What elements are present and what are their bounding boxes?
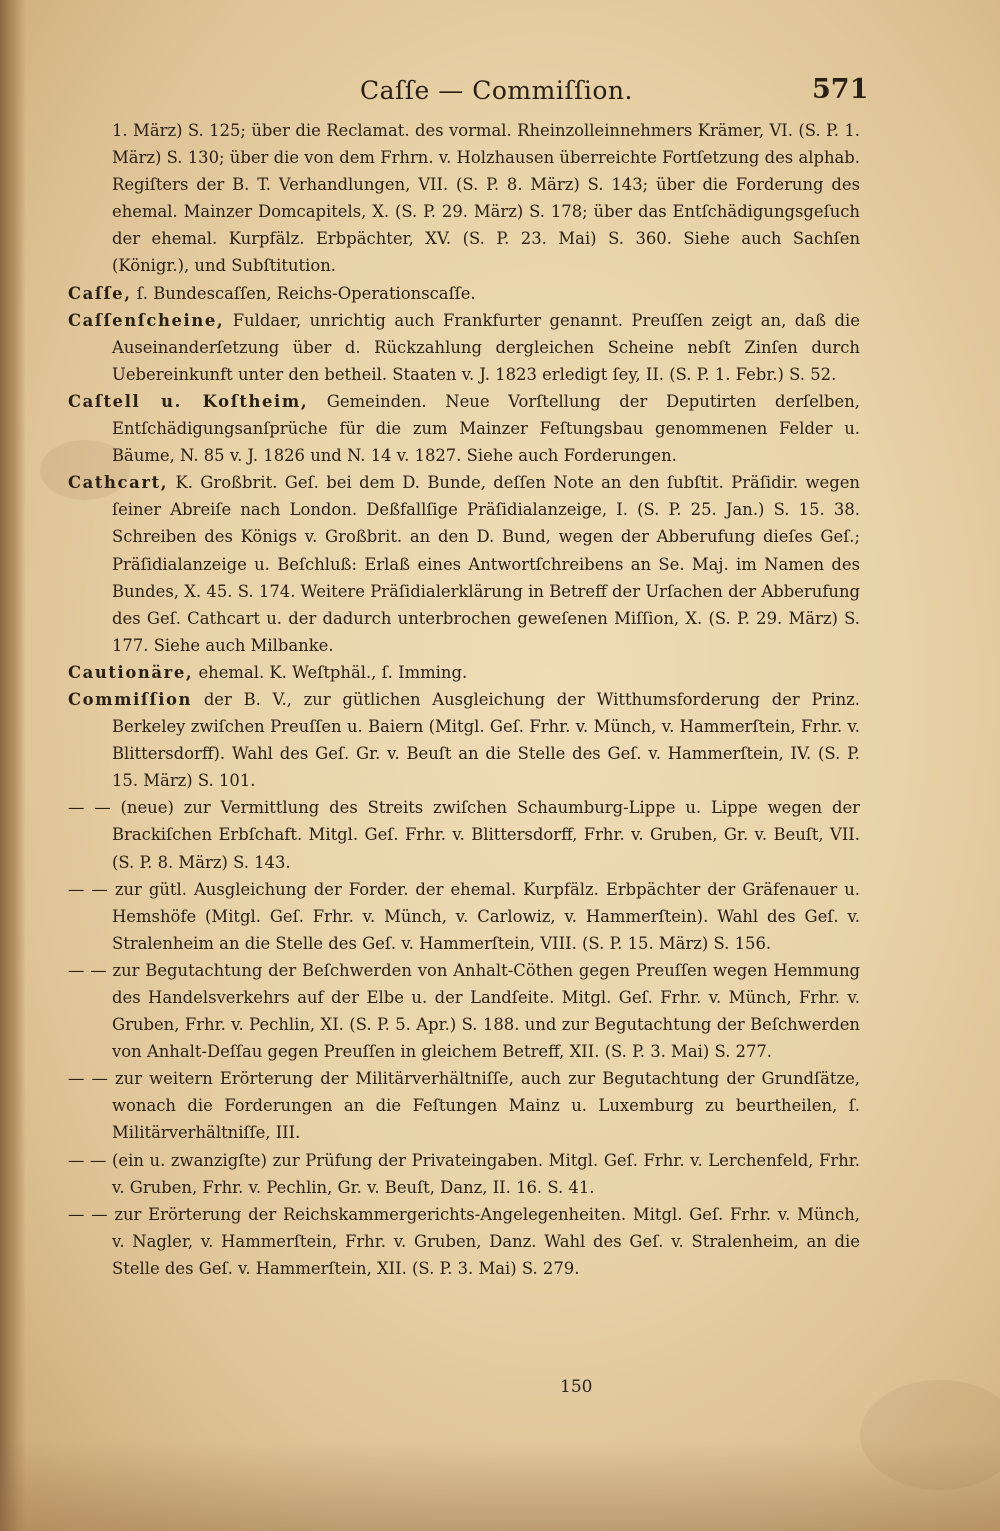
entry-lemma: Caſſe,: [68, 283, 132, 303]
entry-lemma: Cautionäre,: [68, 662, 194, 682]
entry-lemma: Caſtell u. Koſtheim,: [68, 391, 309, 411]
entry-lemma: Commiſſion: [68, 689, 193, 709]
entry-text: zur gütl. Ausgleichung der Forder. der ehemal. Kurpfälz. Erbpächter der Gräfenauer u. Hemshöfe (Mitgl. Geſ. Frhr. v. Münch, v. Carlowiz, v. Hammerſtein). Wahl des Geſ. v. Stralenheim an die Stelle des Geſ. v. Hammerſtein, VIII. (S. P. 15. März) S. 156.: [112, 879, 860, 953]
entry-dash: — —: [68, 1204, 108, 1224]
index-entry: [68, 686, 860, 794]
entry-text: Fuldaer, unrichtig auch Frankfurter genannt. Preuſſen zeigt an, daß die Auseinanderſetzung über d. Rückzahlung dergleichen Scheine nebſt Zinſen durch Uebereinkunft unter den betheil. Staaten v. J. 1823 erledigt ſey, II. (S. P. 1. Febr.) S. 52.: [112, 310, 860, 384]
entry-text: ſ. Bundescaſſen, Reichs-Operationscaſſe.: [136, 283, 476, 303]
entry-text: Gemeinden. Neue Vorſtellung der Deputirten derſelben, Entſchädigungsanſprüche für die zum Mainzer Feſtungsbau genommenen Felder u. Bäume, N. 85 v. J. 1826 und N. 14 v. 1827. Siehe auch Forderungen.: [112, 391, 861, 466]
index-entry: [68, 1201, 860, 1282]
entry-dash: — —: [68, 960, 107, 980]
page-number: 571: [812, 74, 869, 105]
entry-text: der B. V., zur gütlichen Ausgleichung der Witthumsforderung der Prinz. Berkeley zwiſchen Preuſſen u. Baiern (Mitgl. Geſ. Frhr. v. Münch, v. Hammerſtein, Frhr. v. Blittersdorff). Wahl des Geſ. Gr. v. Beuſt an die Stelle des Geſ. v. Hammerſtein, IV. (S. P. 15. März) S. 101.: [112, 689, 860, 791]
index-entry: [68, 280, 860, 307]
index-entry: [68, 659, 860, 686]
running-head: Caſſe — Commiſſion.: [360, 76, 633, 105]
entry-text: zur Begutachtung der Beſchwerden von Anhalt-Cöthen gegen Preuſſen wegen Hemmung des Handelsverkehrs auf der Elbe u. der Landſeite. Mitgl. Geſ. Frhr. v. Münch, Frhr. v. Gruben, Frhr. v. Pechlin, XI. (S. P. 5. Apr.) S. 188. und zur Begutachtung der Beſchwerden von Anhalt-Deſſau gegen Preuſſen in gleichem Betreff, XII. (S. P. 3. Mai) S. 277.: [112, 960, 860, 1062]
entry-dash: — —: [68, 1150, 107, 1170]
entry-text: zur weitern Erörterung der Militärverhältniſſe, auch zur Begutachtung der Grundſätze, wonach die Forderungen an die Feſtungen Mainz u. Luxemburg zu beurtheilen, ſ. Militärverhältniſſe, III.: [112, 1069, 861, 1143]
entry-text: ehemal. K. Weſtphäl., ſ. Imming.: [198, 662, 468, 682]
entry-dash: — —: [68, 1069, 108, 1089]
entry-text: (neue) zur Vermittlung des Streits zwiſchen Schaumburg-Lippe u. Lippe wegen der Brackiſchen Erbſchaft. Mitgl. Geſ. Frhr. v. Blittersdorff, Frhr. v. Gruben, Gr. v. Beuſt, VII. (S. P. 8. März) S. 143.: [112, 798, 860, 872]
index-entry: [68, 957, 860, 1065]
index-entry: [68, 388, 860, 469]
index-entry: [68, 117, 860, 280]
index-entry: [68, 469, 860, 659]
entry-text: K. Großbrit. Geſ. bei dem D. Bunde, deſſen Note an den ſubſtit. Präſidir. wegen ſeiner Abreiſe nach London. Deßfallſige Präſidialanzeige, I. (S. P. 25. Jan.) S. 15. 38. Schreiben des Königs v. Großbrit. an den D. Bund, wegen der Abberufung dieſes Geſ.; Präſidialanzeige u. Beſchluß: Erlaß eines Antwortſchreibens an Se. Maj. im Namen des Bundes, X. 45. S. 174. Weitere Präſidialerklärung in Betreff der Urſachen der Abberufung des Geſ. Cathcart u. der dadurch unterbrochen geweſenen Miſſion, X. (S. P. 29. März) S. 177. Siehe auch Milbanke.: [112, 473, 860, 655]
index-entry: [68, 1147, 860, 1201]
signature-mark: 150: [560, 1377, 593, 1397]
index-entry: [68, 1065, 860, 1146]
entry-dash: — —: [68, 879, 108, 899]
page-edge-shadow: [0, 0, 26, 1531]
index-entry: [68, 876, 860, 957]
index-entry: [68, 307, 860, 388]
entry-text: 1. März) S. 125; über die Reclamat. des vormal. Rheinzolleinnehmers Krämer, VI. (S. P. 1. März) S. 130; über die von dem Frhrn. v. Holzhausen überreichte Fortſetzung des alphab. Regiſters der B. T. Verhandlungen, VII. (S. P. 8. März) S. 143; über die Forderung des ehemal. Mainzer Domcapitels, X. (S. P. 29. März) S. 178; über das Entſchädigungsgeſuch der ehemal. Kurpfälz. Erbpächter, XV. (S. P. 23. Mai) S. 360. Siehe auch Sachſen (Königr.), und Subſtitution.: [112, 121, 860, 276]
entry-text: zur Erörterung der Reichskammergerichts-Angelegenheiten. Mitgl. Geſ. Frhr. v. Münch, v. Nagler, v. Hammerſtein, Frhr. v. Gruben, Danz. Wahl des Geſ. v. Stralenheim, an die Stelle des Geſ. v. Hammerſtein, XII. (S. P. 3. Mai) S. 279.: [112, 1204, 860, 1278]
index-entry: [68, 794, 860, 875]
index-entries: [68, 117, 860, 1282]
entry-lemma: Cathcart,: [68, 473, 169, 493]
entry-lemma: Caſſenſcheine,: [68, 310, 225, 330]
page-header: [0, 76, 1000, 110]
entry-text: (ein u. zwanzigſte) zur Prüfung der Privateingaben. Mitgl. Geſ. Frhr. v. Lerchenfeld, Frhr. v. Gruben, Frhr. v. Pechlin, Gr. v. Beuſt, Danz, II. 16. S. 41.: [112, 1150, 861, 1197]
page-bottom-shadow: [0, 1441, 1000, 1531]
entry-dash: — —: [68, 798, 111, 818]
